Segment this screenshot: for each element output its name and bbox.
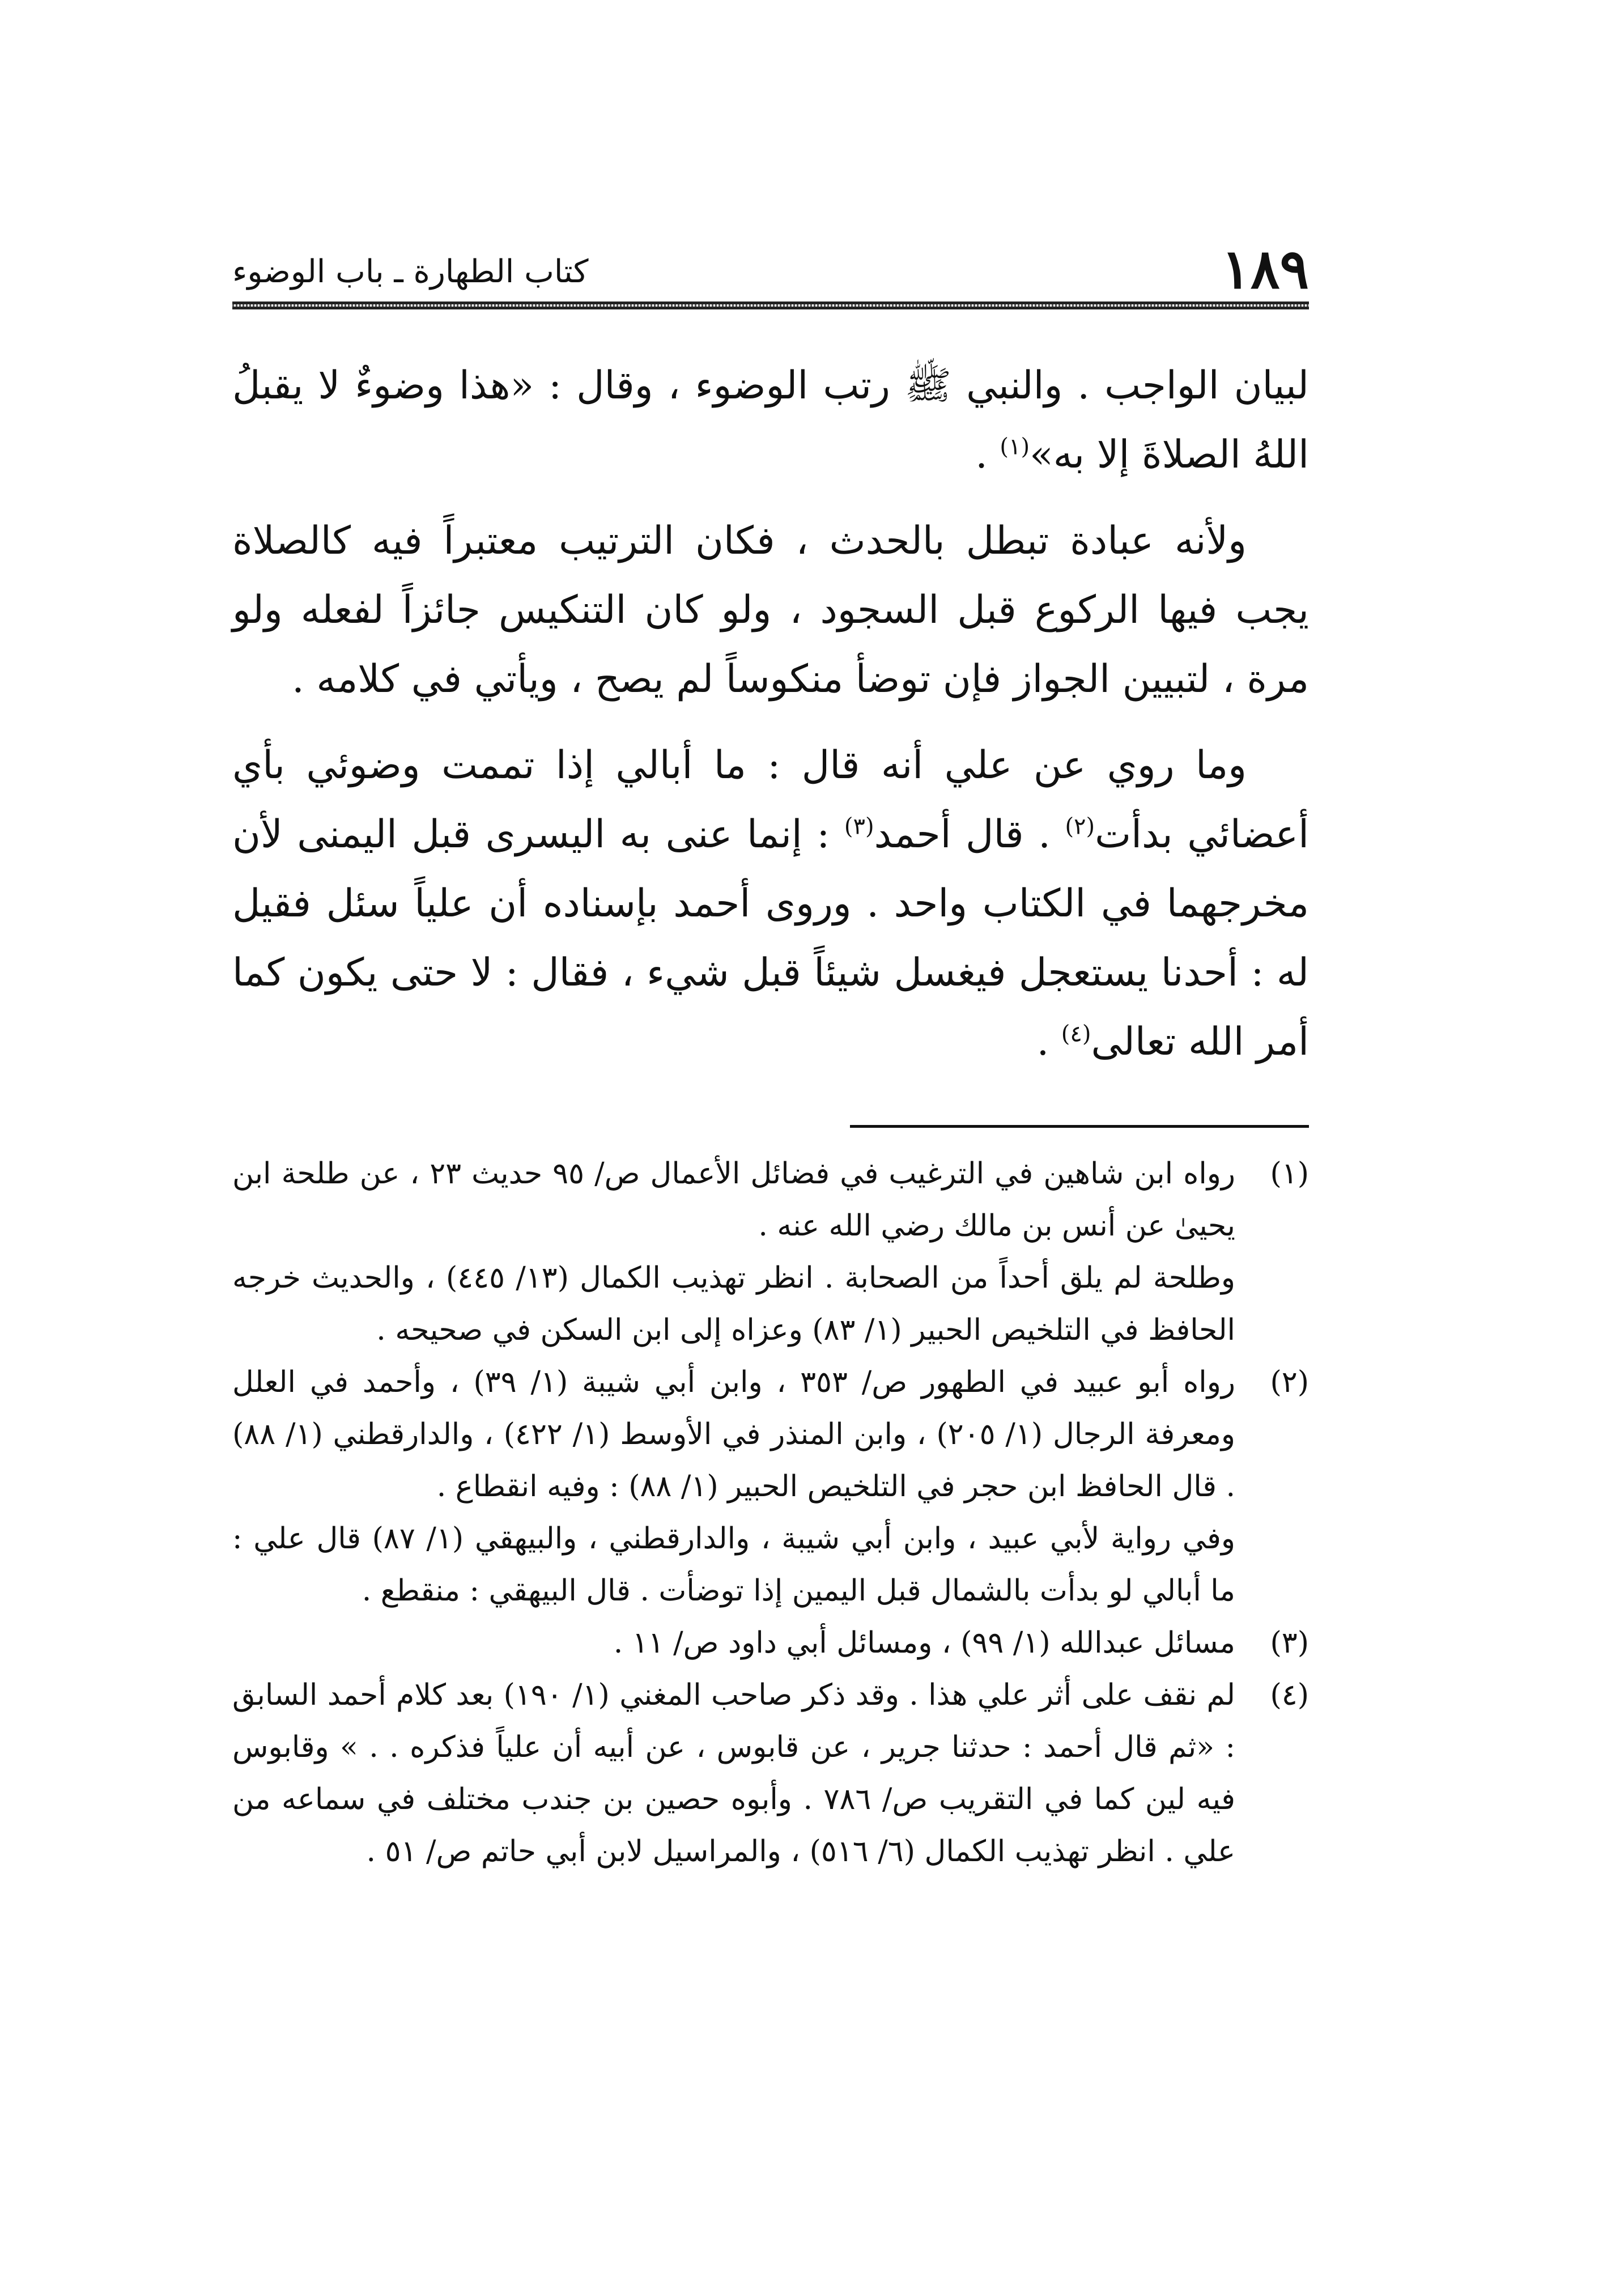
paragraph-2: ولأنه عبادة تبطل بالحدث ، فكان الترتيب معتبراً فيه كالصلاة يجب فيها الركوع قبل السجود ، ولو كان التنكيس جائزاً لفعله ولو مرة ، لتبيين الجواز فإن توضأ منكوساً لم يصح ، ويأتي في كلامه .	[232, 519, 1309, 702]
footnote-ref-4[interactable]: (٤)	[1061, 1021, 1091, 1047]
footnotes	[232, 1148, 1309, 1878]
footnote-text: رواه ابن شاهين في الترغيب في فضائل الأعمال ص/ ٩٥ حديث ٢٣ ، عن طلحة ابن يحيىٰ عن أنس بن مالك رضي الله عنه .	[232, 1157, 1236, 1243]
footnote-ref-2[interactable]: (٢)	[1065, 813, 1095, 840]
footnote-text: رواه أبو عبيد في الطهور ص/ ٣٥٣ ، وابن أبي شيبة (١/ ٣٩) ، وأحمد في العلل ومعرفة الرجال (١/ ٢٠٥) ، وابن المنذر في الأوسط (١/ ٤٢٢) ، والدارقطني (١/ ٨٨) . قال الحافظ ابن حجر في التلخيص الحبير (١/ ٨٨) : وفيه انقطاع .	[232, 1365, 1236, 1504]
footnote-3	[232, 1617, 1309, 1669]
footnote-4	[232, 1669, 1309, 1878]
footnote-text: لم نقف على أثر علي هذا . وقد ذكر صاحب المغني (١/ ١٩٠) بعد كلام أحمد السابق : «ثم قال أحمد : حدثنا جرير ، عن قابوس ، عن أبيه أن علياً فذكره . . » وقابوس فيه لين كما في التقريب ص/ ٧٨٦ . وأبوه حصين بن جندب مختلف في سماعه من علي . انظر تهذيب الكمال (٦/ ٥١٦) ، والمراسيل لابن أبي حاتم ص/ ٥١ .	[232, 1678, 1236, 1869]
paragraph-3	[232, 731, 1309, 1077]
footnote-2	[232, 1356, 1309, 1617]
footnote-text: وطلحة لم يلق أحداً من الصحابة . انظر تهذيب الكمال (١٣/ ٤٤٥) ، والحديث خرجه الحافظ في التلخيص الحبير (١/ ٨٣) وعزاه إلى ابن السكن في صحيحه .	[232, 1261, 1235, 1347]
paragraph-1	[232, 351, 1309, 490]
main-text	[232, 351, 1309, 1094]
footnote-ref-1[interactable]: (١)	[1000, 434, 1030, 460]
footnote-ref-3[interactable]: (٣)	[844, 813, 874, 840]
paragraph-3-part-3: : إنما عنى به اليسرى قبل اليمنى لأن مخرجهما في الكتاب واحد . وروى أحمد بإسناده أن علياً سئل فقيل له : أحدنا يستعجل فيغسل شيئاً قبل شيء ، فقال : لا حتى يكون كما أمر الله تعالى	[232, 812, 1309, 1064]
footnote-text: وفي رواية لأبي عبيد ، وابن أبي شيبة ، والدارقطني ، والبيهقي (١/ ٨٧) قال علي : ما أبالي لو بدأت بالشمال قبل اليمين إذا توضأت . قال البيهقي : منقطع .	[232, 1522, 1235, 1608]
page-number: ١٨٩	[1221, 237, 1309, 301]
footnote-number: (٤)	[1270, 1678, 1309, 1712]
paragraph-1-end: .	[975, 432, 1000, 477]
footnote-number: (٢)	[1270, 1365, 1309, 1399]
footnote-1	[232, 1148, 1309, 1356]
paragraph-1-text: لبيان الواجب . والنبي ﷺ رتب الوضوء ، وقال : «هذا وضوءٌ لا يقبلُ اللهُ الصلاةَ إلا به»	[232, 363, 1309, 477]
footnote-number: (١)	[1270, 1157, 1309, 1191]
paragraph-3-part-1: وما روي عن علي أنه قال : ما أبالي إذا تممت وضوئي بأي أعضائي بدأت	[232, 743, 1309, 857]
page-header	[232, 238, 1309, 300]
paragraph-3-part-2: . قال أحمد	[874, 812, 1065, 857]
header-rule	[232, 302, 1309, 309]
paragraph-3-part-4: .	[1036, 1020, 1061, 1064]
footnote-text: مسائل عبدالله (١/ ٩٩) ، ومسائل أبي داود ص/ ١١ .	[613, 1626, 1235, 1660]
footnote-number: (٣)	[1270, 1626, 1309, 1660]
footnote-separator	[850, 1125, 1309, 1128]
running-title: كتاب الطهارة ـ باب الوضوء	[232, 253, 589, 290]
